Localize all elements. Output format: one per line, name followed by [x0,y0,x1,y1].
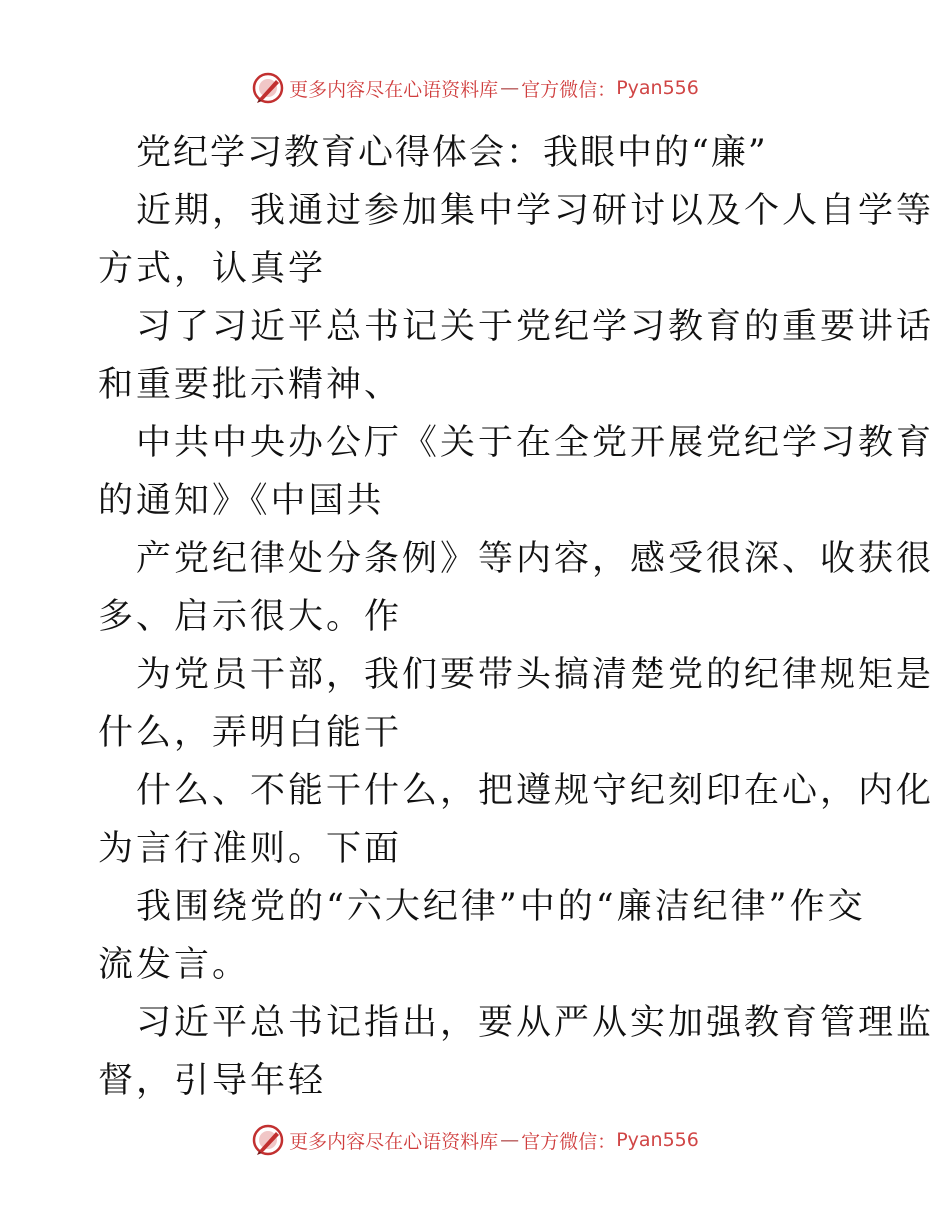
paragraph-line: 为党员干部，我们要带头搞清楚党的纪律规矩是 [136,655,935,695]
footer-watermark-banner [0,1122,950,1158]
paragraph-line: 近期，我通过参加集中学习研讨以及个人自学等 [136,191,935,231]
banner-separator: — [500,1129,520,1151]
banner-label: 官方微信： [521,1130,617,1153]
paragraph-line: 流发言。 [98,945,251,985]
paragraph-line: 多、启示很大。作 [98,597,403,637]
pen-logo-icon [251,1123,285,1157]
paragraph-line: 什么，弄明白能干 [98,713,403,753]
paragraph-line: 和重要批示精神、 [98,365,403,405]
banner-account: Pyan556 [616,1129,699,1151]
banner-text: 更多内容尽在心语资料库 [289,78,499,101]
paragraph-line: 的通知》《中国共 [98,481,385,521]
paragraph-line: 我围绕党的“六大纪律”中的“廉洁纪律”作交 [136,887,866,927]
paragraph-line: 为言行准则。下面 [98,829,403,869]
banner-label: 官方微信： [521,78,617,101]
banner-account: Pyan556 [616,77,699,99]
paragraph-line: 中共中央办公厅《关于在全党开展党纪学习教育 [136,423,935,463]
document-body [98,124,935,1110]
document-title: 党纪学习教育心得体会：我眼中的“廉” [136,133,768,173]
banner-text: 更多内容尽在心语资料库 [289,1130,499,1153]
paragraph-line: 什么、不能干什么，把遵规守纪刻印在心，内化 [136,771,935,811]
paragraph-line: 督，引导年轻 [98,1061,327,1101]
pen-logo-icon [251,71,285,105]
paragraph-line: 产党纪律处分条例》等内容，感受很深、收获很 [136,539,935,579]
paragraph-line: 习近平总书记指出，要从严从实加强教育管理监 [136,1003,935,1043]
banner-separator: — [500,77,520,99]
paragraph-line: 方式，认真学 [98,249,327,289]
header-watermark-banner [0,70,950,106]
paragraph-line: 习了习近平总书记关于党纪学习教育的重要讲话 [136,307,935,347]
